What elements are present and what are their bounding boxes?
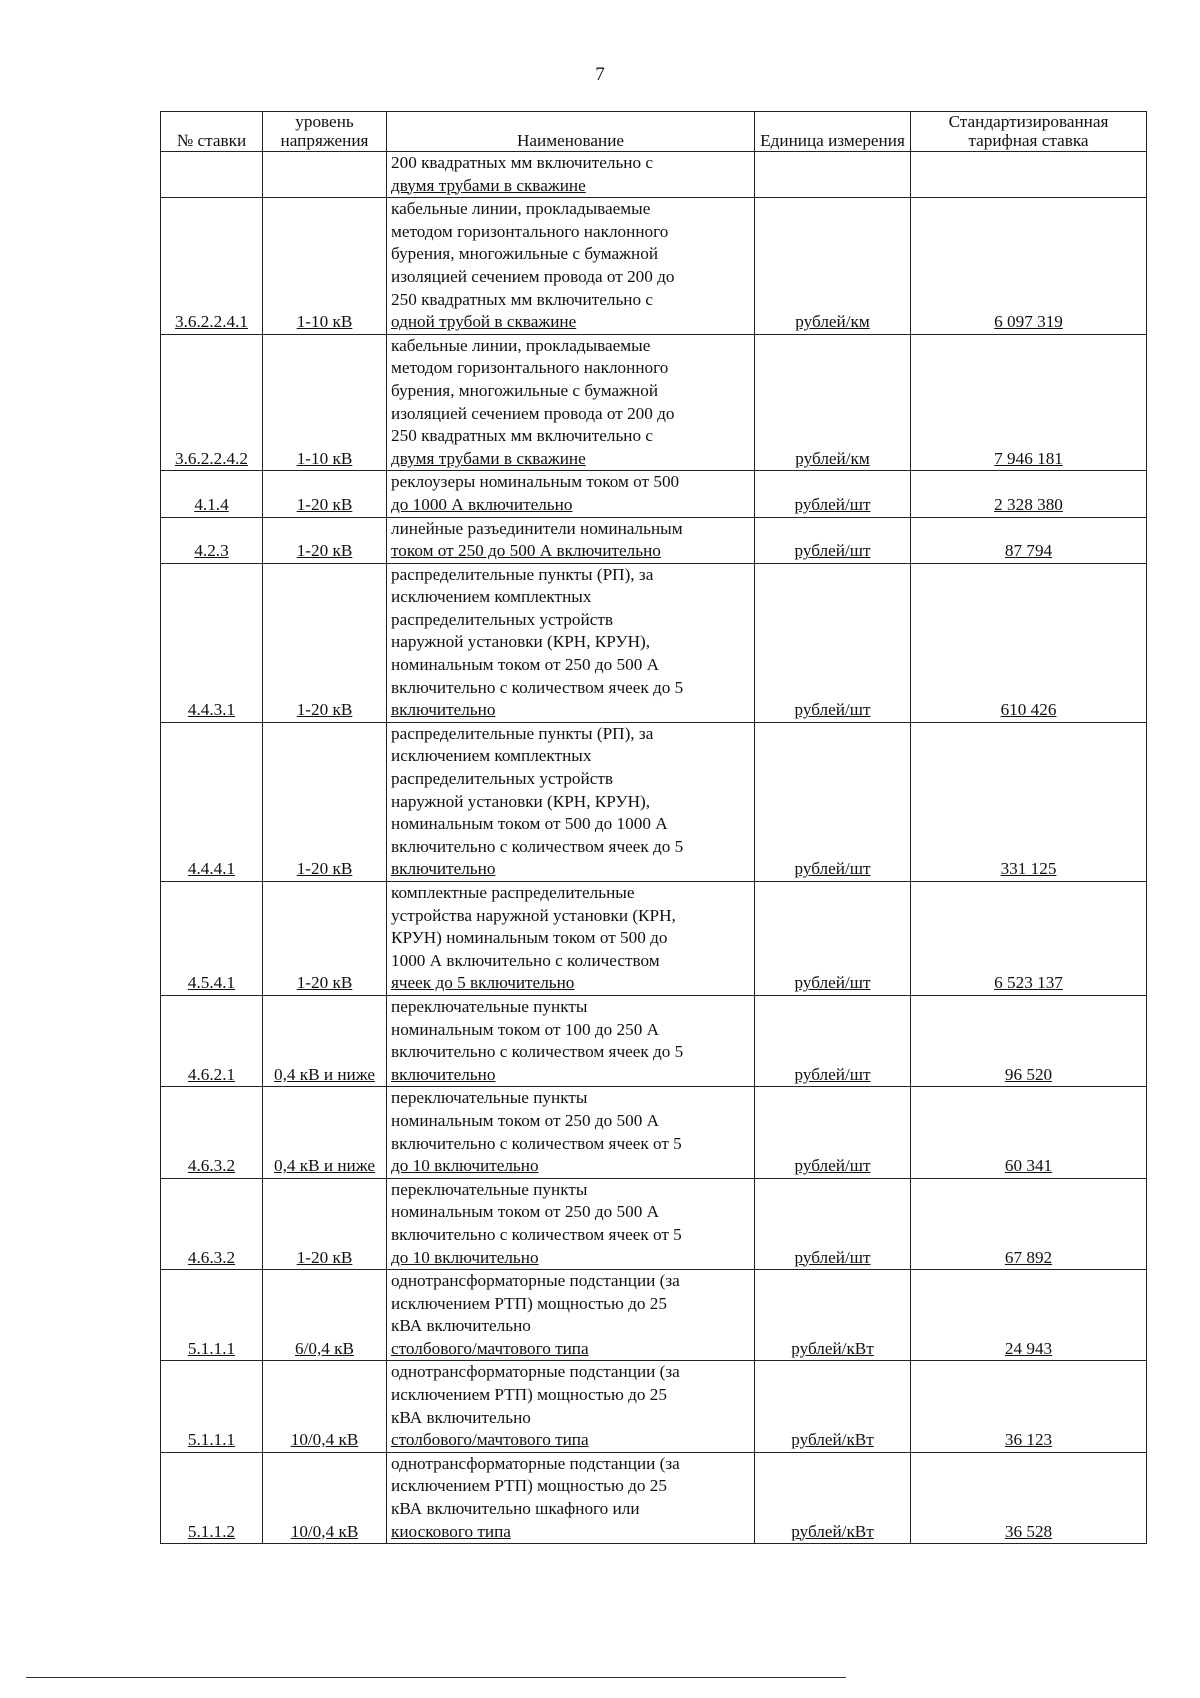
voltage-level [263,1452,387,1543]
item-name-line: распределительные пункты (РП), за [391,723,654,743]
rate-number [161,334,263,471]
voltage-level-text: 0,4 кВ и ниже [273,1064,376,1084]
table-row [161,152,1147,198]
table-row [161,1178,1147,1269]
item-name-line: номинальным током от 100 до 250 А [391,1019,660,1039]
table-row [161,198,1147,335]
item-name-line: КРУН) номинальным током от 500 до [391,928,668,948]
item-name-line: столбового/мачтового типа [391,1430,589,1450]
table-row [161,471,1147,517]
tariff-rate [911,1452,1147,1543]
unit-of-measure [755,722,911,881]
rate-number-text: 4.1.4 [194,494,229,514]
rate-number [161,1178,263,1269]
tariff-rate [911,517,1147,563]
item-name-line: переключательные пункты [391,1088,588,1108]
item-name-line: кабельные линии, прокладываемые [391,199,651,219]
table-row [161,563,1147,722]
item-name-line: двумя трубами в скважине [391,175,586,195]
rate-number-text: 4.5.4.1 [187,973,236,993]
rate-number [161,198,263,335]
page-number: 7 [595,64,605,85]
table-row [161,1087,1147,1178]
unit-of-measure-text: рублей/шт [794,973,871,993]
unit-of-measure-text: рублей/км [795,448,870,468]
voltage-level-text: 1-20 кВ [296,541,353,561]
voltage-level [263,882,387,996]
rate-number [161,1087,263,1178]
tariff-rate-text: 36 528 [1004,1521,1053,1541]
tariff-rate [911,334,1147,471]
unit-of-measure [755,198,911,335]
voltage-level-text: 1-20 кВ [296,700,353,720]
item-name-line: изоляцией сечением провода от 200 до [391,266,675,286]
item-name-line: кабельные линии, прокладываемые [391,335,651,355]
tariff-rate [911,1361,1147,1452]
item-name-line: двумя трубами в скважине [391,448,586,468]
item-name-line: устройства наружной установки (КРН, [391,905,676,925]
tariff-rate-text: 60 341 [1004,1156,1053,1176]
item-name [387,995,755,1086]
tariff-rate-text: 6 097 319 [994,312,1063,332]
unit-of-measure-text: рублей/шт [794,859,871,879]
tariff-rate [911,1178,1147,1269]
rate-number-text: 4.4.4.1 [187,859,236,879]
tariff-rate [911,1087,1147,1178]
voltage-level-text: 1-20 кВ [296,973,353,993]
unit-of-measure-text: рублей/кВт [791,1521,874,1541]
item-name-line: одной трубой в скважине [391,312,577,332]
rate-number [161,1270,263,1361]
tariff-rate-text: 36 123 [1004,1430,1053,1450]
item-name [387,1361,755,1452]
item-name-line: однотрансформаторные подстанции (за [391,1453,680,1473]
rate-number [161,517,263,563]
rate-number [161,722,263,881]
voltage-level-text: 1-10 кВ [296,312,353,332]
item-name-line: исключением комплектных [391,587,592,607]
voltage-level [263,563,387,722]
unit-of-measure [755,471,911,517]
unit-of-measure [755,152,911,198]
item-name [387,1178,755,1269]
unit-of-measure [755,1361,911,1452]
unit-of-measure [755,995,911,1086]
item-name-line: наружной установки (КРН, КРУН), [391,632,650,652]
item-name-line: до 10 включительно [391,1247,539,1267]
item-name-line: номинальным током от 250 до 500 А [391,1202,660,1222]
rate-number-text: 5.1.1.1 [187,1338,236,1358]
voltage-level [263,722,387,881]
item-name-line: комплектные распределительные [391,883,635,902]
unit-of-measure-text: рублей/кВт [791,1338,874,1358]
item-name [387,722,755,881]
unit-of-measure [755,517,911,563]
voltage-level-text: 1-20 кВ [296,1247,353,1267]
item-name [387,1270,755,1361]
header-rate: Стандартизированная тарифная ставка [911,112,1147,152]
tariff-rate-text: 331 125 [1000,859,1057,879]
voltage-level [263,198,387,335]
item-name-line: бурения, многожильные с бумажной [391,380,659,400]
table-row [161,517,1147,563]
item-name-line: столбового/мачтового типа [391,1338,589,1358]
unit-of-measure-text: рублей/шт [794,1064,871,1084]
item-name-line: включительно с количеством ячеек от 5 [391,1133,682,1153]
unit-of-measure [755,882,911,996]
voltage-level-text: 10/0,4 кВ [290,1521,359,1541]
item-name-line: однотрансформаторные подстанции (за [391,1362,680,1382]
table-row [161,1270,1147,1361]
voltage-level-text: 1-20 кВ [296,494,353,514]
table-row [161,1361,1147,1452]
tariff-rate-text: 7 946 181 [994,448,1063,468]
header-voltage: уровень напряжения [263,112,387,152]
item-name [387,882,755,996]
item-name-line: переключательные пункты [391,1179,588,1199]
item-name-line: до 1000 А включительно [391,494,573,514]
tariff-rate-text: 6 523 137 [994,973,1063,993]
unit-of-measure-text: рублей/шт [794,541,871,561]
item-name-line: методом горизонтального наклонного [391,221,669,241]
item-name-line: киоскового типа [391,1521,511,1541]
tariff-table [160,111,1147,1544]
tariff-rate [911,1270,1147,1361]
rate-number [161,152,263,198]
voltage-level-text: 1-10 кВ [296,448,353,468]
voltage-level-text: 6/0,4 кВ [295,1338,354,1358]
rate-number-text: 4.4.3.1 [187,700,236,720]
item-name-line: исключением РТП) мощностью до 25 [391,1293,667,1313]
unit-of-measure [755,334,911,471]
unit-of-measure-text: рублей/шт [794,494,871,514]
table-row [161,722,1147,881]
voltage-level [263,1361,387,1452]
item-name-line: методом горизонтального наклонного [391,358,669,378]
table-row [161,882,1147,996]
item-name-line: кВА включительно [391,1407,531,1427]
unit-of-measure [755,563,911,722]
item-name-line: 250 квадратных мм включительно с [391,289,654,309]
item-name-line: включительно [391,859,496,879]
tariff-rate [911,471,1147,517]
rate-number-text: 5.1.1.2 [187,1521,236,1541]
voltage-level [263,1270,387,1361]
tariff-rate-text: 24 943 [1004,1338,1053,1358]
rate-number-text: 4.6.3.2 [187,1247,236,1267]
rate-number-text: 3.6.2.2.4.1 [174,312,249,332]
tariff-rate-text: 96 520 [1004,1064,1053,1084]
item-name-line: 200 квадратных мм включительно с [391,153,654,172]
item-name-line: номинальным током от 250 до 500 А [391,655,660,675]
item-name-line: исключением комплектных [391,746,592,766]
item-name-line: линейные разъединители номинальным [391,518,683,538]
rate-number-text: 4.2.3 [194,541,229,561]
rate-number [161,563,263,722]
tariff-rate [911,198,1147,335]
unit-of-measure-text: рублей/км [795,312,870,332]
voltage-level [263,995,387,1086]
rate-number [161,882,263,996]
item-name [387,152,755,198]
tariff-rate [911,995,1147,1086]
unit-of-measure [755,1270,911,1361]
tariff-rate-text: 67 892 [1004,1247,1053,1267]
item-name [387,198,755,335]
voltage-level [263,1178,387,1269]
item-name-line: включительно с количеством ячеек от 5 [391,1224,682,1244]
voltage-level [263,471,387,517]
voltage-level-text: 10/0,4 кВ [290,1430,359,1450]
tariff-rate [911,882,1147,996]
footer-divider [26,1677,846,1678]
unit-of-measure-text: рублей/шт [794,700,871,720]
item-name-line: исключением РТП) мощностью до 25 [391,1385,667,1405]
rate-number [161,1452,263,1543]
tariff-rate [911,152,1147,198]
voltage-level-text: 1-20 кВ [296,859,353,879]
unit-of-measure-text: рублей/шт [794,1156,871,1176]
item-name-line: включительно с количеством ячеек до 5 [391,1042,684,1062]
rate-number-text: 3.6.2.2.4.2 [174,448,249,468]
item-name [387,334,755,471]
header-unit: Единица измерения [755,112,911,152]
rate-number [161,995,263,1086]
voltage-level [263,334,387,471]
item-name [387,471,755,517]
unit-of-measure-text: рублей/кВт [791,1430,874,1450]
item-name [387,563,755,722]
item-name-line: изоляцией сечением провода от 200 до [391,403,675,423]
item-name-line: 1000 А включительно с количеством [391,950,660,970]
tariff-rate-text: 610 426 [1000,700,1057,720]
table-row [161,995,1147,1086]
item-name-line: кВА включительно [391,1316,531,1336]
item-name-line: распределительных устройств [391,769,613,789]
rate-number [161,471,263,517]
item-name-line: распределительные пункты (РП), за [391,564,654,584]
table-row [161,334,1147,471]
unit-of-measure [755,1452,911,1543]
voltage-level-text: 0,4 кВ и ниже [273,1156,376,1176]
table-header-row [161,112,1147,152]
header-num: № ставки [161,112,263,152]
rate-number-text: 5.1.1.1 [187,1430,236,1450]
table-row [161,1452,1147,1543]
tariff-rate-text: 87 794 [1004,541,1053,561]
rate-number [161,1361,263,1452]
item-name-line: бурения, многожильные с бумажной [391,244,659,264]
item-name-line: наружной установки (КРН, КРУН), [391,791,650,811]
item-name-line: включительно [391,1064,496,1084]
item-name [387,1087,755,1178]
item-name [387,517,755,563]
rate-number-text: 4.6.2.1 [187,1064,236,1084]
item-name [387,1452,755,1543]
item-name-line: включительно с количеством ячеек до 5 [391,836,684,856]
voltage-level [263,1087,387,1178]
item-name-line: кВА включительно шкафного или [391,1499,640,1519]
item-name-line: реклоузеры номинальным током от 500 [391,472,680,492]
unit-of-measure [755,1178,911,1269]
item-name-line: исключением РТП) мощностью до 25 [391,1476,667,1496]
item-name-line: номинальным током от 250 до 500 А [391,1110,660,1130]
item-name-line: включительно [391,700,496,720]
item-name-line: включительно с количеством ячеек до 5 [391,677,684,697]
unit-of-measure-text: рублей/шт [794,1247,871,1267]
item-name-line: до 10 включительно [391,1156,539,1176]
voltage-level [263,517,387,563]
item-name-line: номинальным током от 500 до 1000 А [391,814,668,834]
tariff-rate [911,722,1147,881]
item-name-line: распределительных устройств [391,609,613,629]
item-name-line: током от 250 до 500 А включительно [391,541,661,561]
tariff-rate [911,563,1147,722]
item-name-line: ячеек до 5 включительно [391,973,575,993]
voltage-level [263,152,387,198]
unit-of-measure [755,1087,911,1178]
item-name-line: 250 квадратных мм включительно с [391,426,654,446]
item-name-line: переключательные пункты [391,996,588,1016]
tariff-rate-text: 2 328 380 [994,494,1063,514]
item-name-line: однотрансформаторные подстанции (за [391,1271,680,1291]
rate-number-text: 4.6.3.2 [187,1156,236,1176]
header-name: Наименование [387,112,755,152]
